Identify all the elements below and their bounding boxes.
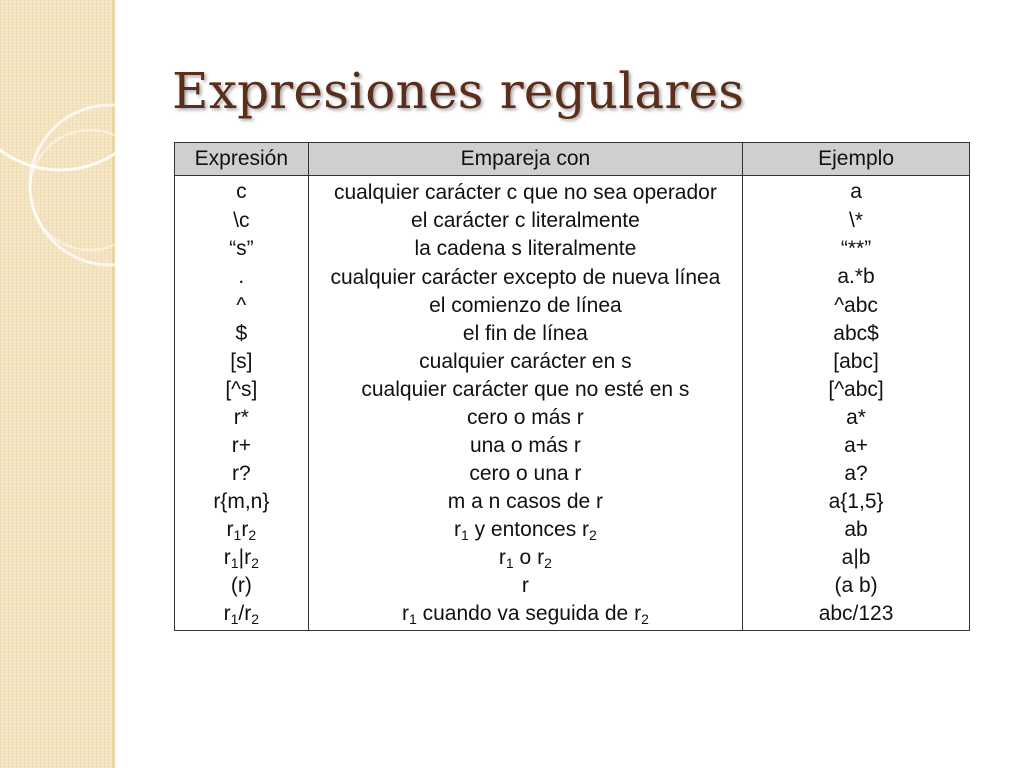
cell-example: \* [743, 207, 970, 235]
cell-example: a [743, 176, 970, 208]
cell-expression: \c [175, 207, 309, 235]
cell-match: la cadena s literalmente [308, 235, 742, 263]
cell-example: [abc] [743, 348, 970, 376]
table-row [175, 572, 970, 600]
cell-match: el comienzo de línea [308, 292, 742, 320]
subscript-index: 2 [251, 611, 260, 627]
cell-match: cualquier carácter excepto de nueva línea [308, 263, 742, 292]
cell-match: $r_1$ cuando va seguida de $r_2$ [308, 600, 742, 631]
cell-expression: ^ [175, 292, 309, 320]
subscript-index: 2 [248, 527, 257, 543]
cell-expression: (r) [175, 572, 309, 600]
subscript-index: 1 [460, 527, 469, 543]
subscript-index: 2 [641, 611, 649, 627]
table-row [175, 516, 970, 544]
subscript-index: 2 [251, 555, 259, 571]
cell-example: ab [743, 516, 970, 544]
cell-match: cualquier carácter en s [308, 348, 742, 376]
cell-match: $r_1$ o $r_2$ [308, 544, 742, 572]
cell-example: ^abc [743, 292, 970, 320]
table-row [175, 600, 970, 631]
cell-expression: r+ [175, 432, 309, 460]
cell-expression: . [175, 263, 309, 292]
cell-expression: r{m,n} [175, 488, 309, 516]
slide-title: Expresiones regulares [172, 62, 745, 120]
cell-match: el carácter c literalmente [308, 207, 742, 235]
cell-example: abc/123 [743, 600, 970, 631]
subscript-index: 1 [230, 611, 239, 627]
cell-expression: $r_1/r_2$ [175, 600, 309, 631]
cell-example: a{1,5} [743, 488, 970, 516]
cell-match: cero o una r [308, 460, 742, 488]
table-row [175, 320, 970, 348]
cell-match: cero o más r [308, 404, 742, 432]
header-ejemplo: Ejemplo [743, 143, 970, 176]
cell-expression: “s” [175, 235, 309, 263]
cell-example: (a b) [743, 572, 970, 600]
cell-example: a+ [743, 432, 970, 460]
subscript-index: 1 [230, 555, 239, 571]
header-expresion: Expresión [175, 143, 309, 176]
table-row [175, 544, 970, 572]
table-row [175, 376, 970, 404]
decorative-circles [0, 0, 200, 330]
table-row [175, 432, 970, 460]
cell-example: abc$ [743, 320, 970, 348]
table-header-row [175, 143, 970, 176]
table-row [175, 488, 970, 516]
cell-match: cualquier carácter c que no sea operador [308, 176, 742, 208]
cell-match: cualquier carácter que no esté en s [308, 376, 742, 404]
cell-example: a|b [743, 544, 970, 572]
cell-expression: $r_1r_2$ [175, 516, 309, 544]
cell-expression: r? [175, 460, 309, 488]
table-row [175, 460, 970, 488]
subscript-index: 1 [408, 611, 417, 627]
table-row [175, 263, 970, 292]
subscript-index: 2 [589, 527, 597, 543]
table-body [175, 176, 970, 631]
cell-expression: r* [175, 404, 309, 432]
table-row [175, 176, 970, 208]
cell-expression: $r_1|r_2$ [175, 544, 309, 572]
cell-match: r [308, 572, 742, 600]
regex-table [174, 142, 970, 631]
cell-match: m a n casos de r [308, 488, 742, 516]
table-row [175, 235, 970, 263]
cell-example: “**” [743, 235, 970, 263]
table-row [175, 207, 970, 235]
cell-match: una o más r [308, 432, 742, 460]
cell-match: el fin de línea [308, 320, 742, 348]
cell-example: [^abc] [743, 376, 970, 404]
cell-expression: [^s] [175, 376, 309, 404]
cell-example: a? [743, 460, 970, 488]
cell-expression: c [175, 176, 309, 208]
cell-example: a.*b [743, 263, 970, 292]
cell-expression: [s] [175, 348, 309, 376]
subscript-index: 1 [233, 527, 242, 543]
table-row [175, 404, 970, 432]
cell-expression: $ [175, 320, 309, 348]
header-empareja-con: Empareja con [308, 143, 742, 176]
cell-example: a* [743, 404, 970, 432]
cell-match: $r_1$ y entonces $r_2$ [308, 516, 742, 544]
subscript-index: 1 [505, 555, 514, 571]
table-row [175, 348, 970, 376]
table-row [175, 292, 970, 320]
subscript-index: 2 [544, 555, 552, 571]
